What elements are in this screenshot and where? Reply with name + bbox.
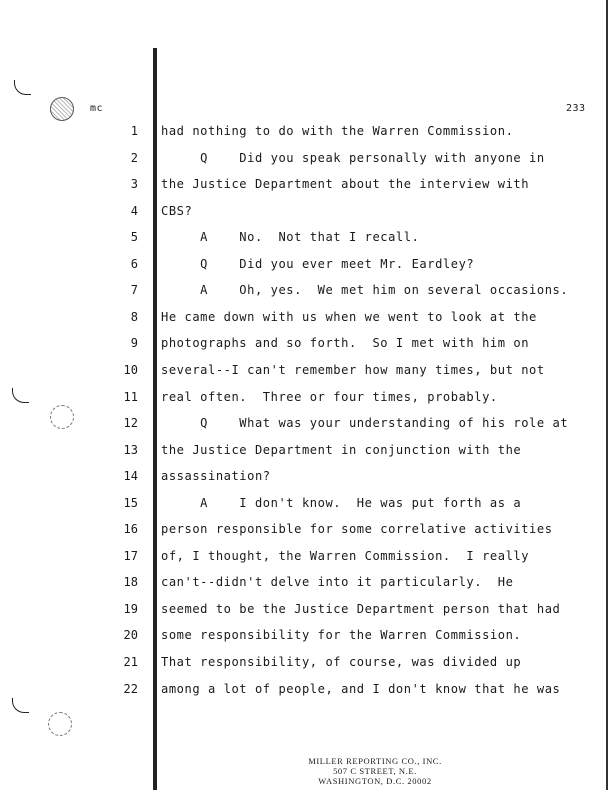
line-number: 12 — [123, 416, 138, 430]
transcript-line: A Oh, yes. We met him on several occasions. — [161, 283, 569, 297]
transcript-line: Q What was your understanding of his role at — [161, 416, 569, 430]
transcript-line: several--I can't remember how many times, but not — [161, 363, 545, 377]
punch-mark-top — [14, 80, 31, 95]
line-number: 18 — [123, 575, 138, 589]
line-number: 3 — [130, 177, 138, 191]
line-number: 17 — [123, 549, 138, 563]
transcript-line: A No. Not that I recall. — [161, 230, 420, 244]
line-number: 5 — [130, 230, 138, 244]
line-number: 2 — [130, 151, 138, 165]
punch-hole-middle — [50, 405, 74, 429]
transcript-line: real often. Three or four times, probably. — [161, 390, 498, 404]
transcript-line: He came down with us when we went to look at the — [161, 310, 537, 324]
line-number: 4 — [130, 204, 138, 218]
line-number: 10 — [123, 363, 138, 377]
line-number: 22 — [123, 682, 138, 696]
transcript-line: the Justice Department about the interview with — [161, 177, 530, 191]
reporter-stamp-icon — [50, 97, 74, 121]
line-number: 8 — [130, 310, 138, 324]
line-number: 11 — [123, 390, 138, 404]
line-number: 16 — [123, 522, 138, 536]
transcript-line: the Justice Department in conjunction with the — [161, 443, 522, 457]
footer-city: WASHINGTON, D.C. 20002 — [318, 776, 432, 786]
line-number: 19 — [123, 602, 138, 616]
line-number: 20 — [123, 628, 138, 642]
transcript-line: person responsible for some correlative activities — [161, 522, 553, 536]
transcript-line: can't--didn't delve into it particularly. He — [161, 575, 514, 589]
left-margin-rule — [153, 48, 157, 790]
transcript-line: seemed to be the Justice Department person that had — [161, 602, 561, 616]
transcript-line: That responsibility, of course, was divided up — [161, 655, 522, 669]
transcript-line: had nothing to do with the Warren Commission. — [161, 124, 514, 138]
transcript-line: A I don't know. He was put forth as a — [161, 496, 522, 510]
transcript-line: photographs and so forth. So I met with him on — [161, 336, 530, 350]
punch-hole-bottom — [48, 712, 72, 736]
line-number: 14 — [123, 469, 138, 483]
transcript-line: among a lot of people, and I don't know that he was — [161, 682, 561, 696]
footer-street: 507 C STREET, N.E. — [333, 766, 417, 776]
right-edge-rule — [606, 0, 608, 790]
line-number: 6 — [130, 257, 138, 271]
transcript-line: Q Did you ever meet Mr. Eardley? — [161, 257, 475, 271]
punch-mark-middle — [12, 388, 29, 403]
punch-mark-bottom — [12, 698, 29, 713]
line-number: 9 — [130, 336, 138, 350]
transcript-line: of, I thought, the Warren Commission. I really — [161, 549, 530, 563]
transcript-line: CBS? — [161, 204, 193, 218]
line-number: 21 — [123, 655, 138, 669]
line-number: 13 — [123, 443, 138, 457]
transcript-line: some responsibility for the Warren Commission. — [161, 628, 522, 642]
footer-company: MILLER REPORTING CO., INC. — [308, 756, 442, 766]
line-number: 15 — [123, 496, 138, 510]
transcript-line: assassination? — [161, 469, 271, 483]
line-number: 7 — [130, 283, 138, 297]
reporter-initials: mc — [90, 103, 104, 114]
page-number: 233 — [566, 103, 586, 114]
line-number: 1 — [130, 124, 138, 138]
transcript-line: Q Did you speak personally with anyone in — [161, 151, 545, 165]
